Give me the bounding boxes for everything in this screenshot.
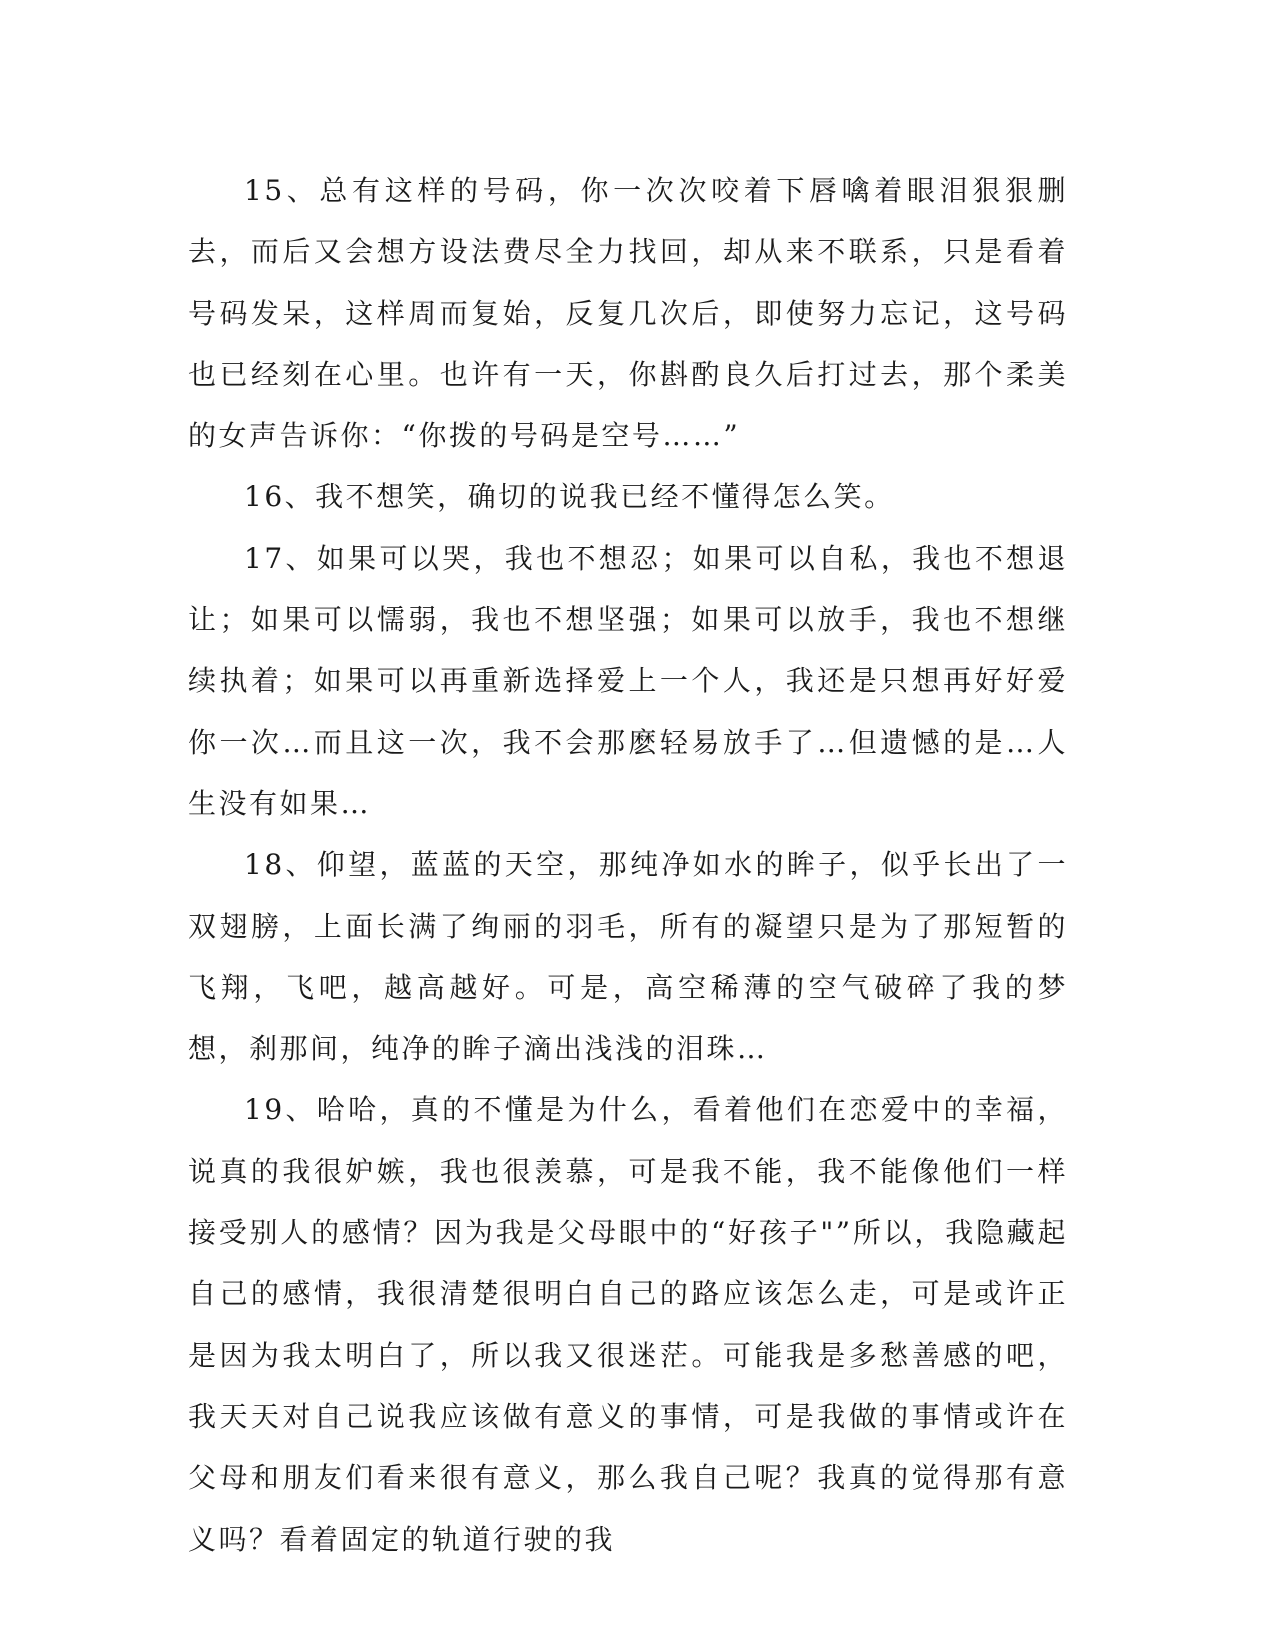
paragraph-19: 19、哈哈，真的不懂是为什么，看着他们在恋爱中的幸福，说真的我很妒嫉，我也很羡慕，可是我不能，我不能像他们一样接受别人的感情？因为我是父母眼中的“好孩子"”所以，我隐藏起自己的感情，我很清楚很明白自己的路应该怎么走，可是或许正是因为我太明白了，所以我又很迷茫。可能我是多愁善感的吧，我天天对自己说我应该做有意义的事情，可是我做的事情或许在父母和朋友们看来很有意义，那么我自己呢？我真的觉得那有意义吗？看着固定的轨道行驶的我 [188, 1093, 1068, 1556]
paragraph-17: 17、如果可以哭，我也不想忍；如果可以自私，我也不想退让；如果可以懦弱，我也不想坚强；如果可以放手，我也不想继续执着；如果可以再重新选择爱上一个人，我还是只想再好好爱你一次…而且这一次，我不会那麽轻易放手了…但遗憾的是…人生没有如果… [188, 541, 1068, 820]
document-body [188, 160, 1068, 1570]
paragraph-18: 18、仰望，蓝蓝的天空，那纯净如水的眸子，似乎长出了一双翅膀，上面长满了绚丽的羽毛，所有的凝望只是为了那短暂的飞翔，飞吧，越高越好。可是，高空稀薄的空气破碎了我的梦想，刹那间，纯净的眸子滴出浅浅的泪珠… [188, 848, 1068, 1066]
paragraph-15: 15、总有这样的号码，你一次次咬着下唇噙着眼泪狠狠删去，而后又会想方设法费尽全力找回，却从来不联系，只是看着号码发呆，这样周而复始，反复几次后，即使努力忘记，这号码也已经刻在心里。也许有一天，你斟酌良久后打过去，那个柔美的女声告诉你：“你拨的号码是空号……” [188, 174, 1068, 453]
paragraph-16: 16、我不想笑，确切的说我已经不懂得怎么笑。 [244, 480, 895, 514]
